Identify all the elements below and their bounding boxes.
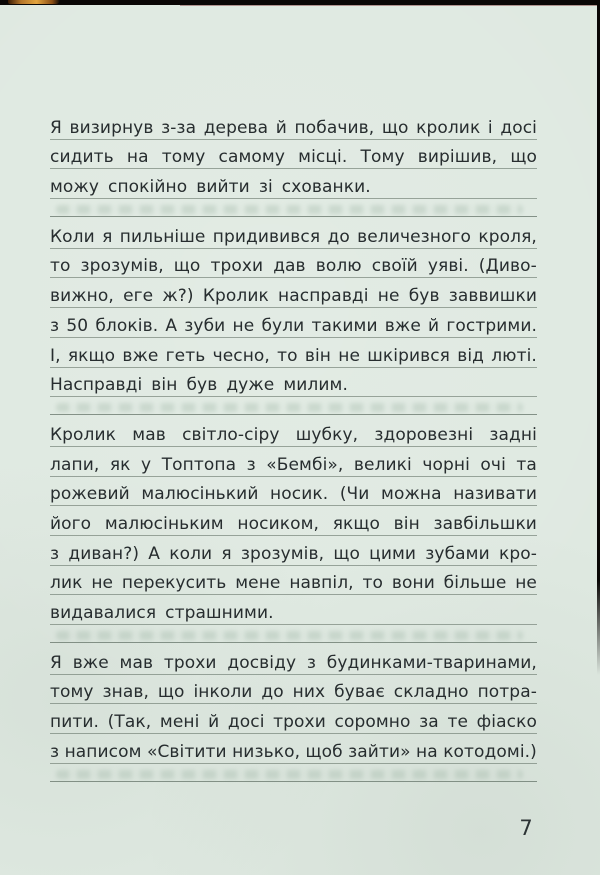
word: кролик <box>416 117 481 138</box>
word: написом <box>64 741 142 762</box>
paragraph <box>50 645 537 764</box>
word: Я <box>50 652 62 673</box>
word: знав, <box>102 682 149 703</box>
word: чорні <box>422 454 470 475</box>
ruled-separator <box>50 199 537 217</box>
book-page <box>0 5 600 875</box>
word: мене <box>235 573 281 594</box>
word: Насправді <box>50 375 143 396</box>
word: зуби <box>184 315 226 336</box>
text-line <box>50 278 537 308</box>
word: Коли <box>50 226 95 247</box>
word: придивився <box>212 226 321 247</box>
word: мав <box>119 652 154 673</box>
word: вийти <box>196 177 250 198</box>
word: (Чи <box>339 484 370 505</box>
text-line <box>50 506 537 536</box>
text-line <box>50 734 537 764</box>
word: завбільшки <box>433 513 537 534</box>
word: те <box>447 712 469 733</box>
word: заввишки <box>448 286 537 307</box>
word: вони <box>391 573 435 594</box>
word: лапи, <box>50 454 100 475</box>
word: називати <box>453 484 537 505</box>
word: мені <box>159 712 200 733</box>
text-line <box>50 704 537 734</box>
word: пильніше <box>119 226 206 247</box>
word: насправді <box>278 286 369 307</box>
word: зі <box>258 177 273 198</box>
word: низько, <box>232 741 301 762</box>
paragraph <box>50 219 537 397</box>
word: та <box>516 454 537 475</box>
photo-dark-edge-top <box>0 0 600 5</box>
word: Кролик <box>202 286 269 307</box>
word: вже <box>384 315 421 336</box>
word: на <box>416 741 438 762</box>
word: сидить <box>50 147 114 168</box>
word: схованки. <box>281 177 371 198</box>
word: що <box>381 117 409 138</box>
word: дуже <box>226 375 275 396</box>
word: кро- <box>498 543 537 564</box>
word: щоб <box>305 741 343 762</box>
word: зайти» <box>348 741 411 762</box>
word: Кролик <box>50 424 117 445</box>
text-line <box>50 417 537 447</box>
word: як <box>109 454 131 475</box>
paragraph <box>50 417 537 625</box>
word: соромно <box>334 712 411 733</box>
word: був <box>408 286 440 307</box>
word: уяві. <box>427 256 469 277</box>
word: милим. <box>283 375 348 396</box>
word: рожевий <box>50 484 130 505</box>
page-text <box>50 110 537 784</box>
word: своїй <box>371 256 418 277</box>
word: буває <box>334 682 385 703</box>
word: не <box>515 573 537 594</box>
word: диван?) <box>68 543 140 564</box>
word: «Бембі», <box>266 454 344 475</box>
word: Топтопа <box>161 454 237 475</box>
word: волю <box>315 256 362 277</box>
word: його <box>50 513 92 534</box>
word: величезного <box>357 226 472 247</box>
word: шубку, <box>295 424 359 445</box>
word: Тому <box>360 147 405 168</box>
word: якщо <box>67 345 116 366</box>
word: з <box>50 741 60 762</box>
word: і <box>487 117 493 138</box>
text-line <box>50 477 537 507</box>
word: котодомі.) <box>443 741 537 762</box>
word: досі <box>227 712 265 733</box>
word: І, <box>50 345 61 366</box>
word: й <box>208 712 220 733</box>
text-line <box>50 675 537 705</box>
word: не <box>232 315 255 336</box>
word: вижно, <box>50 286 114 307</box>
word: він <box>151 375 178 396</box>
word: інколи <box>193 682 253 703</box>
text-line <box>50 308 537 338</box>
word: кроля, <box>478 226 537 247</box>
word: вже <box>122 345 159 366</box>
word: й <box>275 117 287 138</box>
word: такими <box>311 315 378 336</box>
word: можна <box>381 484 442 505</box>
ruled-separator <box>50 625 537 643</box>
word: малюсінький <box>141 484 259 505</box>
word: шкірився <box>367 345 450 366</box>
text-line <box>50 338 537 368</box>
word: зрозумів, <box>80 256 164 277</box>
word: видавалися <box>50 603 157 623</box>
word: фіаско <box>476 712 537 733</box>
word: дав <box>273 256 306 277</box>
word: лик <box>50 573 83 594</box>
word: досі <box>500 117 537 138</box>
word: здоровезні <box>374 424 474 445</box>
word: від <box>457 345 484 366</box>
text-line <box>50 595 537 625</box>
word: не <box>377 286 400 307</box>
word: що <box>333 543 360 564</box>
word: у <box>141 454 152 475</box>
word: світло-сіру <box>182 424 280 445</box>
word: на <box>126 147 149 168</box>
word: до <box>327 226 350 247</box>
word: трохи <box>273 712 326 733</box>
word: тому <box>50 682 94 703</box>
text-line <box>50 368 537 398</box>
text-line <box>50 645 537 675</box>
word: не <box>91 573 114 594</box>
word: носик. <box>270 484 329 505</box>
word: дерева <box>203 117 269 138</box>
word: з-за <box>161 117 197 138</box>
word: то <box>362 573 384 594</box>
word: навпіл, <box>289 573 354 594</box>
word: будинками-тваринами, <box>326 652 537 673</box>
word: перекусить <box>121 573 227 594</box>
ruled-separator <box>50 397 537 415</box>
word: побачив, <box>294 117 375 138</box>
word: якщо <box>332 513 380 534</box>
word: вже <box>72 652 109 673</box>
word: (Диво- <box>478 256 537 277</box>
word: не <box>338 345 361 366</box>
word: люті. <box>491 345 537 366</box>
text-line <box>50 566 537 596</box>
text-line <box>50 140 537 170</box>
word: що <box>157 682 185 703</box>
word: зрозумів, <box>240 543 325 564</box>
word: мав <box>132 424 166 445</box>
word: що <box>510 147 537 168</box>
word: А <box>148 543 160 564</box>
text-line <box>50 169 537 199</box>
text-line <box>50 219 537 249</box>
word: він <box>304 345 332 366</box>
word: він <box>393 513 420 534</box>
photo-edge-tint <box>180 5 600 6</box>
word: ж?) <box>162 286 194 307</box>
text-line <box>50 249 537 279</box>
word: й <box>428 315 440 336</box>
word: гострими. <box>446 315 537 336</box>
word: чесно, <box>212 345 270 366</box>
word: носиком, <box>237 513 320 534</box>
word: них <box>292 682 326 703</box>
word: зубами <box>425 543 490 564</box>
word: з <box>306 652 317 673</box>
word: очі <box>480 454 506 475</box>
word: геть <box>165 345 206 366</box>
word: з <box>50 315 60 336</box>
word: місці. <box>298 147 348 168</box>
word: А <box>165 315 178 336</box>
word: більше <box>443 573 507 594</box>
text-line <box>50 447 537 477</box>
word: «Світити <box>146 741 227 762</box>
word: то <box>50 256 71 277</box>
word: визирнув <box>69 117 154 138</box>
word: трохи <box>210 256 264 277</box>
word: цими <box>369 543 417 564</box>
word: вирішив, <box>417 147 498 168</box>
word: був <box>186 375 218 396</box>
word: досвіду <box>227 652 297 673</box>
word: до <box>261 682 284 703</box>
word: трохи <box>163 652 217 673</box>
word: еге <box>123 286 154 307</box>
word: коли <box>169 543 213 564</box>
word: самому <box>218 147 286 168</box>
word: за <box>419 712 439 733</box>
word: страшними. <box>165 603 274 623</box>
word: малюсіньким <box>104 513 224 534</box>
word: з <box>246 454 256 475</box>
word: тому <box>161 147 206 168</box>
word: можу <box>50 177 100 198</box>
paragraph <box>50 110 537 199</box>
word: 50 <box>66 315 89 336</box>
word: задні <box>489 424 537 445</box>
word: то <box>277 345 298 366</box>
word: з <box>50 543 60 564</box>
ruled-separator <box>50 764 537 782</box>
word: спокійно <box>108 177 188 198</box>
word: пити. <box>50 712 100 733</box>
word: складно <box>393 682 469 703</box>
text-line <box>50 110 537 140</box>
word: потра- <box>477 682 537 703</box>
word: я <box>102 226 113 247</box>
word: я <box>221 543 232 564</box>
page-number: 7 <box>519 816 533 840</box>
word: (Так, <box>107 712 152 733</box>
word: Я <box>50 117 62 138</box>
word: що <box>173 256 201 277</box>
word: великі <box>353 454 412 475</box>
word: були <box>261 315 305 336</box>
word: блоків. <box>95 315 159 336</box>
photo-edge-highlight <box>8 0 60 4</box>
text-line <box>50 536 537 566</box>
